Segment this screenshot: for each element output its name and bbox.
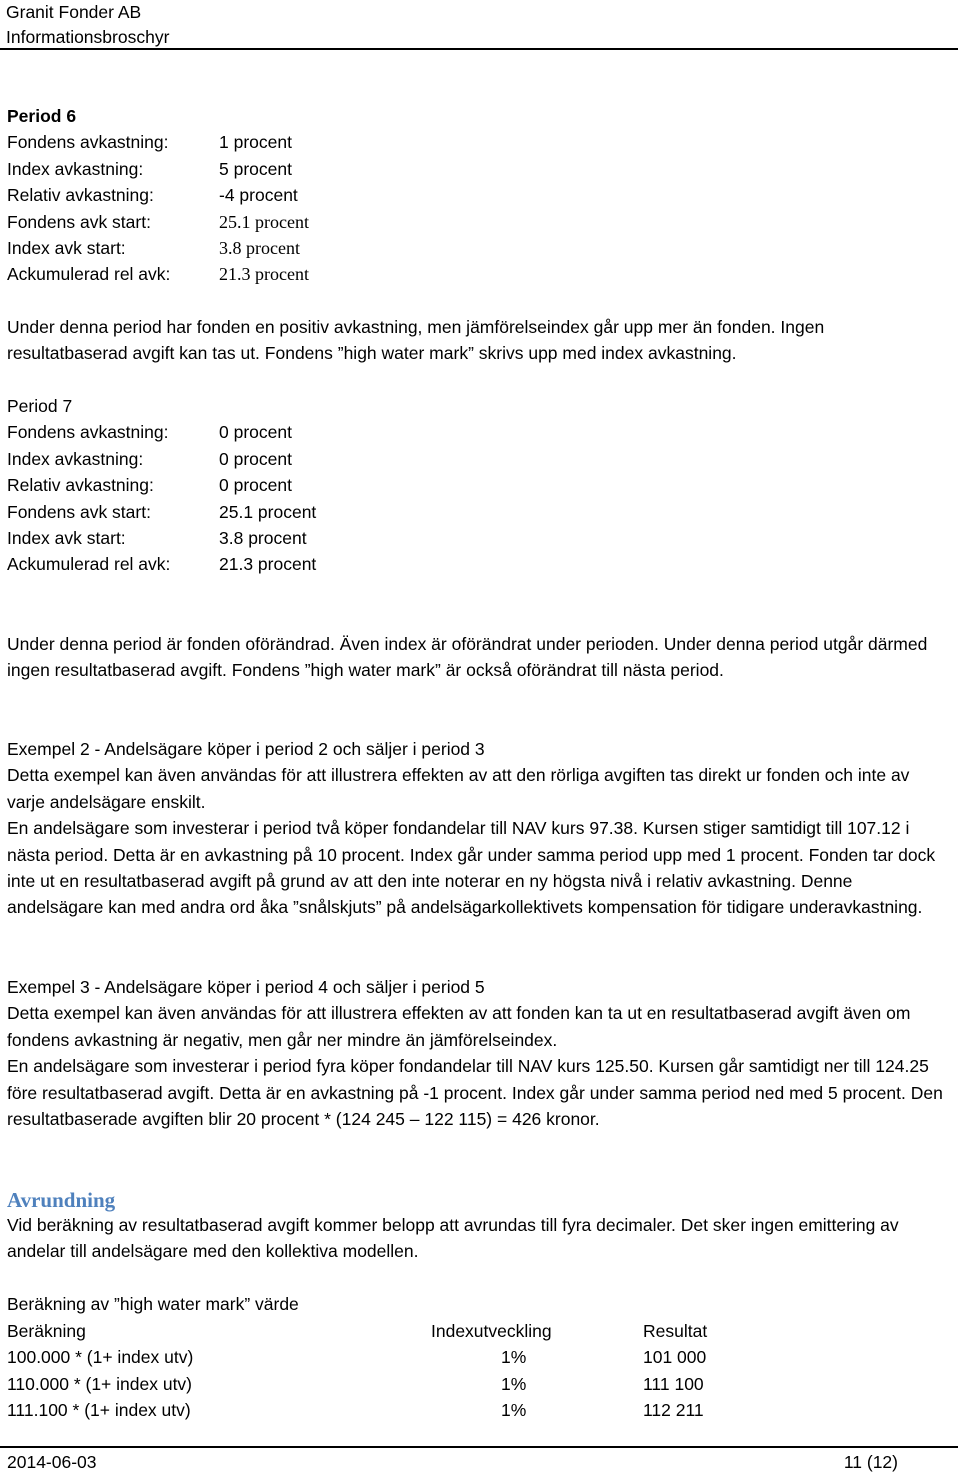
example3-paragraph: En andelsägare som investerar i period fyra köper fondandelar till NAV kurs 125.50. Kursen går samtidigt ner till 124.25 före resultatbaserad avgift. Detta är en avkastning på -1 procent. Index går under samma period ned med 5 procent. Den resultatbaserade avgiften blir 20 procent * (124 245 – 122 115) = 426 kronor. bbox=[7, 1056, 943, 1130]
table-cell: 1% bbox=[501, 1347, 527, 1368]
table-cell: 112 211 bbox=[643, 1400, 704, 1421]
period7-row: Fondens avkastning: 0 procent bbox=[7, 422, 292, 443]
table-cell: 111.100 * (1+ index utv) bbox=[7, 1400, 191, 1421]
table-cell: 1% bbox=[501, 1373, 527, 1394]
page-header bbox=[6, 0, 169, 50]
period7-section bbox=[7, 393, 316, 578]
table-cell: 110.000 * (1+ index utv) bbox=[7, 1373, 193, 1394]
example2-title: Exempel 2 - Andelsägare köper i period 2 och säljer i period 3 bbox=[7, 739, 485, 759]
period6-text: Under denna period har fonden en positiv avkastning, men jämförelseindex går upp mer än fonden. Ingen resultatbaserad avgift kan tas ut. Fondens ”high water mark” skrivs upp med index avkastning. bbox=[7, 317, 825, 364]
example3-paragraph: Detta exempel kan även användas för att illustrera effekten av att fonden kan ta ut en resultatbaserad avgift även om fondens avkastning är negativ, men går ner mindre än jämförelseindex. bbox=[7, 1003, 911, 1050]
table-cell: 1% bbox=[501, 1400, 527, 1421]
period7-row: Fondens avk start: 25.1 procent bbox=[7, 501, 317, 522]
period6-row: Relativ avkastning: -4 procent bbox=[7, 185, 298, 206]
period7-row: Ackumulerad rel avk: 21.3 procent bbox=[7, 554, 317, 575]
header-rule bbox=[0, 48, 958, 50]
column-header: Indexutveckling bbox=[431, 1321, 552, 1341]
example3-title: Exempel 3 - Andelsägare köper i period 4 och säljer i period 5 bbox=[7, 977, 485, 997]
column-header: Beräkning bbox=[7, 1321, 86, 1341]
column-header: Resultat bbox=[643, 1321, 708, 1341]
period6-row: Index avk start: 3.8 procent bbox=[7, 238, 300, 259]
example2-section bbox=[7, 736, 947, 921]
period7-row: Relativ avkastning: 0 procent bbox=[7, 475, 292, 496]
page-number: 11 (12) bbox=[843, 1452, 898, 1472]
period7-row: Index avk start: 3.8 procent bbox=[7, 528, 307, 549]
footer-date: 2014-06-03 bbox=[7, 1452, 97, 1472]
period6-row: Index avkastning: 5 procent bbox=[7, 158, 292, 179]
period7-title: Period 7 bbox=[7, 396, 73, 416]
table-cell: 111 100 bbox=[643, 1373, 704, 1394]
example2-paragraph: Detta exempel kan även användas för att illustrera effekten av att den rörliga avgiften tas direkt ur fonden och inte av varje andelsägare enskilt. bbox=[7, 765, 910, 812]
period7-row: Index avkastning: 0 procent bbox=[7, 448, 292, 469]
company-name: Granit Fonder AB bbox=[6, 2, 142, 22]
example2-paragraph: En andelsägare som investerar i period två köper fondandelar till NAV kurs 97.38. Kursen stiger samtidigt till 107.12 i nästa period. Detta är en avkastning på 10 procent. Index går under samma period upp med 1 procent. Fonden tar dock inte ut en resultatbaserad avgift på grund av att den inte noterar en ny högsta nivå i relativ avkastning. Denne andelsägare kan med andra ord åka ”snålskjuts” på andelsägarkollektivets kompensation för tidigare underavkastning. bbox=[7, 818, 936, 918]
table-cell: 100.000 * (1+ index utv) bbox=[7, 1347, 194, 1368]
table-row bbox=[7, 1397, 707, 1423]
table-row bbox=[7, 1344, 707, 1370]
hwm-table bbox=[7, 1318, 707, 1424]
period7-text: Under denna period är fonden oförändrad. Även index är oförändrat under perioden. Under denna period utgår därmed ingen resultatbaserad avgift. Fondens ”high water mark” är också oförändrat till nästa period. bbox=[7, 634, 928, 681]
period6-row: Fondens avkastning: 1 procent bbox=[7, 132, 292, 153]
table-header-row bbox=[7, 1318, 707, 1344]
period6-row: Fondens avk start: 25.1 procent bbox=[7, 211, 309, 232]
period6-section bbox=[7, 103, 309, 288]
document-title: Informationsbroschyr bbox=[6, 27, 170, 47]
table-row bbox=[7, 1371, 707, 1397]
avrundning-text: Vid beräkning av resultatbaserad avgift kommer belopp att avrundas till fyra decimaler. Det sker ingen emittering av andelar till andelsägare med den kollektiva modellen. bbox=[7, 1215, 899, 1262]
footer-rule bbox=[0, 1446, 958, 1448]
period6-row: Ackumulerad rel avk: 21.3 procent bbox=[7, 264, 309, 285]
avrundning-heading: Avrundning bbox=[7, 1188, 116, 1212]
table-cell: 101 000 bbox=[643, 1347, 707, 1368]
period6-title: Period 6 bbox=[7, 106, 77, 126]
example3-section bbox=[7, 974, 947, 1132]
hwm-title: Beräkning av ”high water mark” värde bbox=[7, 1294, 299, 1314]
